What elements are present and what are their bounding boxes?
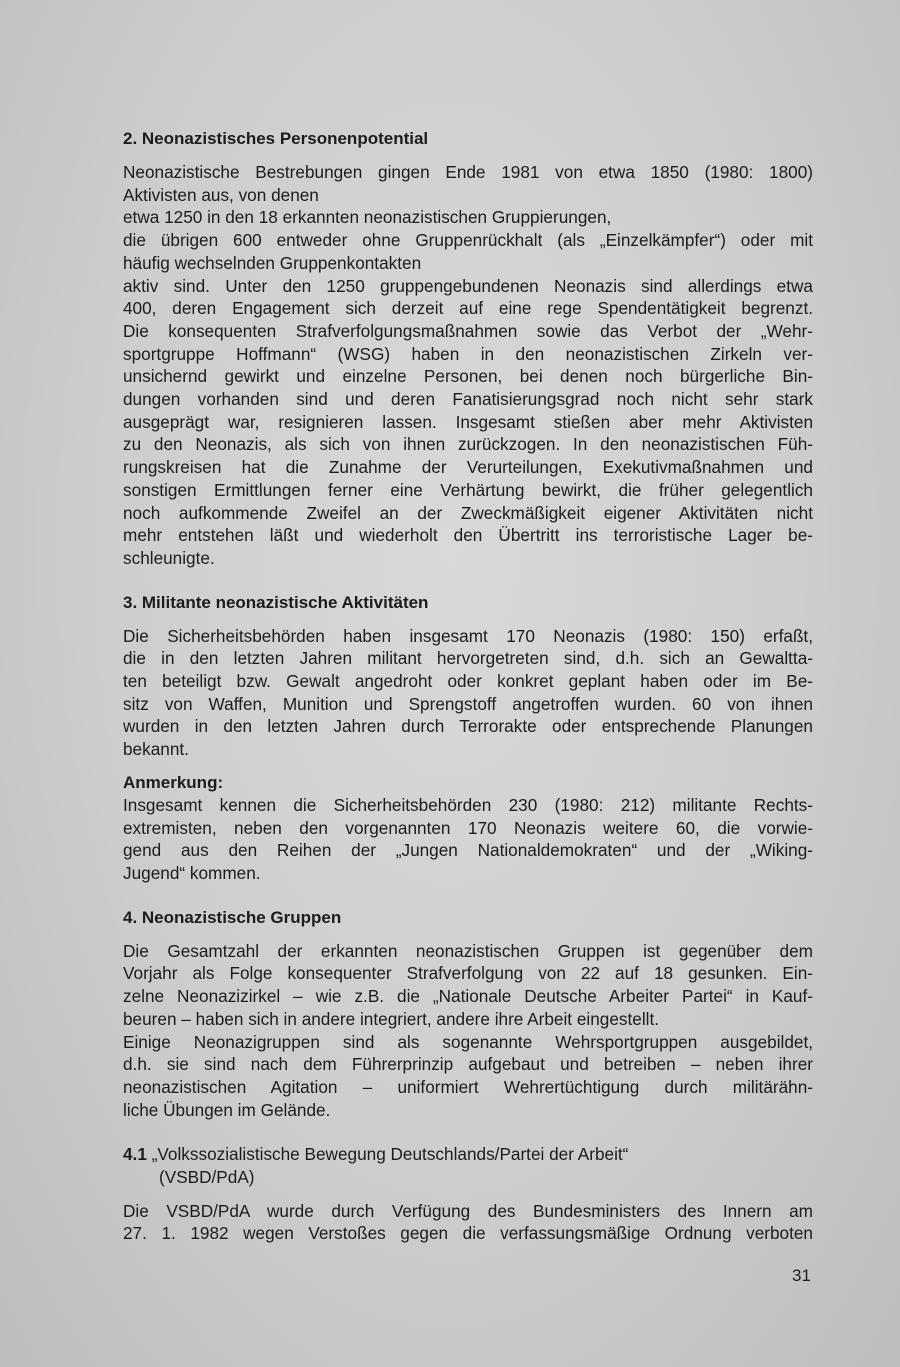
text-line: aktiv sind. Unter den 1250 gruppengebundenen Neonazis sind allerdings etwa [123,275,813,296]
section-4-1-number: 4.1 [123,1144,147,1165]
text-line: Aktivisten aus, von denen [123,184,319,205]
page-number: 31 [792,1266,811,1285]
text-line: liche Übungen im Gelände. [123,1099,331,1120]
text-line: unsichernd gewirkt und einzelne Personen, bei denen noch bürgerliche Bin- [123,366,813,387]
text-line: Insgesamt kennen die Sicherheitsbehörden 230 (1980: 212) militante Rechts- [123,794,813,815]
text-line: noch aufkommende Zweifel an der Zweckmäßigkeit eigener Aktivitäten nicht [123,502,813,523]
section-4-1-title: „Volkssozialistische Bewegung Deutschlands/Partei der Arbeit“ [151,1144,629,1165]
section-4-body [123,940,813,1122]
text-line: wurden in den letzten Jahren durch Terrorakte oder entsprechende Planungen [123,716,813,737]
section-4-1-title-abbrev: (VSBD/PdA) [159,1167,255,1188]
text-line: sonstigen Ermittlungen ferner eine Verhärtung bewirkt, die früher gelegentlich [123,479,813,500]
text-line: schleunigte. [123,547,215,568]
text-line: dungen vorhanden sind und deren Fanatisierungsgrad noch nicht sehr stark [123,389,813,410]
text-line: ten beteiligt bzw. Gewalt angedroht oder konkret geplant haben oder im Be- [123,671,813,692]
text-line: Die Sicherheitsbehörden haben insgesamt 170 Neonazis (1980: 150) erfaßt, [123,625,813,646]
section-2-body [123,161,813,570]
text-line: Jugend“ kommen. [123,862,261,883]
text-line: 400, deren Engagement sich derzeit auf eine rege Spendentätigkeit begrenzt. [123,298,813,319]
text-line: mehr entstehen läßt und wiederholt den Übertritt ins terroristische Lager be- [123,525,813,546]
text-line: neonazistischen Agitation – uniformiert Wehrertüchtigung durch militärähn- [123,1076,813,1097]
section-4-heading: 4. Neonazistische Gruppen [123,907,342,927]
note-label: Anmerkung: [123,772,224,792]
text-line: sitz von Waffen, Munition und Sprengstoff angetroffen wurden. 60 von ihnen [123,693,813,714]
section-4-1-body [123,1200,813,1245]
text-line: bekannt. [123,739,189,760]
text-line: zu den Neonazis, als sich von ihnen zurückzogen. In den neonazistischen Füh- [123,434,813,455]
text-line: extremisten, neben den vorgenannten 170 Neonazis weitere 60, die vorwie- [123,817,813,838]
section-3-heading: 3. Militante neonazistische Aktivitäten [123,592,429,612]
text-line: Die Gesamtzahl der erkannten neonazistischen Gruppen ist gegenüber dem [123,940,813,961]
section-2-heading: 2. Neonazistisches Personenpotential [123,129,429,148]
text-line: sportgruppe Hoffmann“ (WSG) haben in den neonazistischen Zirkeln ver- [123,343,813,364]
section-4-1-heading [123,1143,813,1166]
note-body [123,794,813,885]
text-line: Die VSBD/PdA wurde durch Verfügung des Bundesministers des Innern am [123,1200,813,1221]
text-line: die übrigen 600 entweder ohne Gruppenrückhalt (als „Einzelkämpfer“) oder mit [123,230,813,251]
text-line: 27. 1. 1982 wegen Verstoßes gegen die verfassungsmäßige Ordnung verboten [123,1223,813,1244]
text-line: rungskreisen hat die Zunahme der Verurteilungen, Exekutivmaßnahmen und [123,457,813,478]
text-line: d.h. sie sind nach dem Führerprinzip aufgebaut und betreiben – neben ihrer [123,1054,813,1075]
text-line: häufig wechselnden Gruppenkontakten [123,252,422,273]
text-line: Neonazistische Bestrebungen gingen Ende 1981 von etwa 1850 (1980: 1800) [123,162,813,182]
text-line: die in den letzten Jahren militant hervorgetreten sind, d.h. sich an Gewaltta- [123,648,813,669]
text-line: Die konsequenten Strafverfolgungsmaßnahmen sowie das Verbot der „Wehr- [123,320,813,341]
text-line: etwa 1250 in den 18 erkannten neonazistischen Gruppierungen, [123,207,612,228]
text-line: Einige Neonazigruppen sind als sogenannte Wehrsportgruppen ausgebildet, [123,1031,813,1052]
text-line: zelne Neonazizirkel – wie z.B. die „Nationale Deutsche Arbeiter Partei“ in Kauf- [123,986,813,1007]
section-3-body [123,625,813,761]
text-line: beuren – haben sich in andere integriert, andere ihre Arbeit eingestellt. [123,1008,660,1029]
text-line: ausgeprägt war, resignieren lassen. Insgesamt stießen aber mehr Aktivisten [123,411,813,432]
text-line: Vorjahr als Folge konsequenter Strafverfolgung von 22 auf 18 gesunken. Ein- [123,963,813,984]
text-line: gend aus den Reihen der „Jungen Nationaldemokraten“ und der „Wiking- [123,840,813,861]
document-page [123,128,813,1245]
